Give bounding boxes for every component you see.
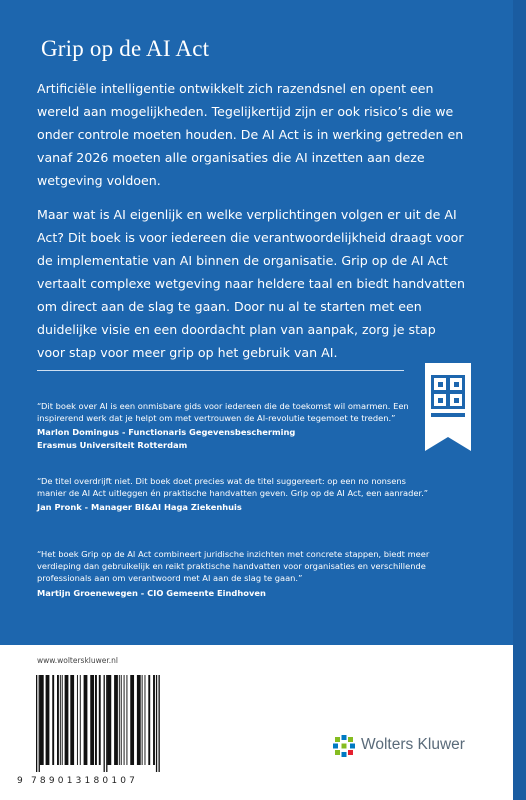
divider [37,370,404,371]
quote-author: Jan Pronk - Manager BI&AI Haga Ziekenhuis [37,502,242,513]
publisher-name: Wolters Kluwer [361,736,465,753]
quote-text: “De titel overdrijft niet. Dit boek doet precies wat de titel suggereert: op een no nonsens manier de AI Act uitleggen én praktische handvatten geven. Grip op de AI Act, een aanrader.” [37,476,429,499]
quote-organisation: Erasmus Universiteit Rotterdam [37,439,188,450]
spine-edge [513,0,526,800]
review-quote-2 [37,475,437,514]
barcode-digits: 789013180107 [31,776,139,786]
book-title: Grip op de AI Act [41,36,210,61]
blurb-paragraph-1: Artificiële intelligentie ontwikkelt zich razendsnel en opent een wereld aan mogelijkheden. Tegelijkertijd zijn er ook risico’s die we onder controle moeten houden. De AI Act is in werking getreden en vanaf 2026 moeten alle organisaties die AI inzetten aan deze wetgeving voldoen. [37,81,464,188]
review-quote-3 [37,548,437,599]
review-quote-1 [37,400,437,451]
wolters-kluwer-mosaic-icon [331,733,357,759]
quote-author: Marlon Domingus - Functionaris Gegevensbescherming [37,427,296,438]
quote-text: “Het boek Grip op de AI Act combineert juridische inzichten met concrete stappen, biedt meer verdieping dan gebruikelijk en reikt praktische handvatten voor organisaties en verschillende professionals aan om verantwoord met AI aan de slag te gaan.” [37,549,430,584]
publisher-website: www.wolterskluwer.nl [37,656,118,665]
quote-text: “Dit boek over AI is een onmisbare gids voor iedereen die de toekomst wil omarmen. Een inspirerend werk dat je helpt om met vertrouwen de AI-revolutie tegemoet te treden.” [37,401,409,424]
barcode-lead-digit: 9 [17,776,23,786]
isbn-barcode [30,673,170,772]
quote-author: Martijn Groenewegen - CIO Gemeente Eindhoven [37,587,266,598]
blurb-paragraph-2: Maar wat is AI eigenlijk en welke verplichtingen volgen er uit de AI Act? Dit boek is voor iedereen die verantwoordelijkheid draagt voor de implementatie van AI binnen de organisatie. Grip op de AI Act vertaalt complexe wetgeving naar heldere taal en biedt handvatten om direct aan de slag te gaan. Door nu al te starten met een duidelijke visie en een doordacht plan van aanpak, zorg je stap voor stap voor meer grip op het gebruik van AI. [37,207,466,360]
